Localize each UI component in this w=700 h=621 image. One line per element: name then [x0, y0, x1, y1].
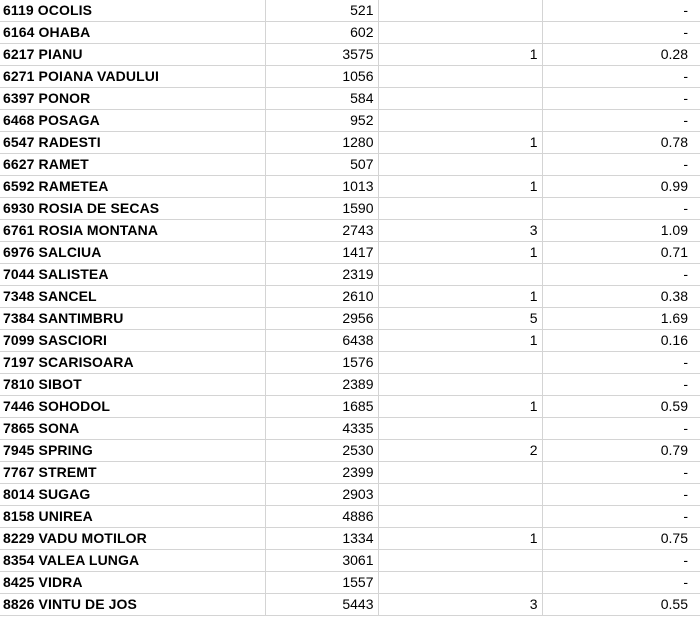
rate-cell[interactable]: -: [542, 374, 700, 396]
rate-cell[interactable]: 0.28: [542, 44, 700, 66]
population-cell[interactable]: 1280: [265, 132, 378, 154]
rate-cell[interactable]: -: [542, 198, 700, 220]
rate-cell[interactable]: 0.99: [542, 176, 700, 198]
table-row[interactable]: [0, 88, 700, 110]
locality-cell[interactable]: 6119 OCOLIS: [0, 0, 265, 22]
cases-cell[interactable]: 1: [378, 44, 542, 66]
rate-cell[interactable]: 1.09: [542, 220, 700, 242]
population-cell[interactable]: 1576: [265, 352, 378, 374]
population-cell[interactable]: 2743: [265, 220, 378, 242]
locality-cell[interactable]: 7099 SASCIORI: [0, 330, 265, 352]
table-row[interactable]: [0, 396, 700, 418]
table-row[interactable]: [0, 352, 700, 374]
population-cell[interactable]: 3061: [265, 550, 378, 572]
cases-cell[interactable]: [378, 22, 542, 44]
table-row[interactable]: [0, 594, 700, 616]
cases-cell[interactable]: [378, 352, 542, 374]
locality-cell[interactable]: 6627 RAMET: [0, 154, 265, 176]
population-cell[interactable]: 952: [265, 110, 378, 132]
rate-cell[interactable]: -: [542, 154, 700, 176]
table-row[interactable]: [0, 264, 700, 286]
cases-cell[interactable]: 1: [378, 286, 542, 308]
cases-cell[interactable]: 1: [378, 330, 542, 352]
rate-cell[interactable]: 0.16: [542, 330, 700, 352]
table-row[interactable]: [0, 242, 700, 264]
locality-cell[interactable]: 8425 VIDRA: [0, 572, 265, 594]
population-cell[interactable]: 1013: [265, 176, 378, 198]
locality-cell[interactable]: 6592 RAMETEA: [0, 176, 265, 198]
cases-cell[interactable]: [378, 264, 542, 286]
locality-cell[interactable]: 6271 POIANA VADULUI: [0, 66, 265, 88]
locality-cell[interactable]: 7348 SANCEL: [0, 286, 265, 308]
locality-cell[interactable]: 7810 SIBOT: [0, 374, 265, 396]
population-cell[interactable]: 5443: [265, 594, 378, 616]
locality-cell[interactable]: 7865 SONA: [0, 418, 265, 440]
locality-cell[interactable]: 8826 VINTU DE JOS: [0, 594, 265, 616]
locality-cell[interactable]: 6468 POSAGA: [0, 110, 265, 132]
rate-cell[interactable]: -: [542, 506, 700, 528]
cases-cell[interactable]: 5: [378, 308, 542, 330]
locality-cell[interactable]: 7197 SCARISOARA: [0, 352, 265, 374]
table-row[interactable]: [0, 550, 700, 572]
rate-cell[interactable]: -: [542, 110, 700, 132]
locality-cell[interactable]: 8354 VALEA LUNGA: [0, 550, 265, 572]
table-row[interactable]: [0, 374, 700, 396]
cases-cell[interactable]: [378, 462, 542, 484]
population-cell[interactable]: 4886: [265, 506, 378, 528]
locality-cell[interactable]: 8158 UNIREA: [0, 506, 265, 528]
rate-cell[interactable]: -: [542, 22, 700, 44]
cases-cell[interactable]: [378, 154, 542, 176]
population-cell[interactable]: 2389: [265, 374, 378, 396]
table-row[interactable]: [0, 110, 700, 132]
cases-cell[interactable]: 1: [378, 528, 542, 550]
locality-cell[interactable]: 6164 OHABA: [0, 22, 265, 44]
locality-cell[interactable]: 7767 STREMT: [0, 462, 265, 484]
table-row[interactable]: [0, 528, 700, 550]
cases-cell[interactable]: [378, 198, 542, 220]
rate-cell[interactable]: 0.75: [542, 528, 700, 550]
cases-cell[interactable]: [378, 0, 542, 22]
table-row[interactable]: [0, 308, 700, 330]
rate-cell[interactable]: 0.78: [542, 132, 700, 154]
locality-cell[interactable]: 7044 SALISTEA: [0, 264, 265, 286]
cases-cell[interactable]: 1: [378, 396, 542, 418]
cases-cell[interactable]: [378, 550, 542, 572]
population-cell[interactable]: 2530: [265, 440, 378, 462]
table-row[interactable]: [0, 484, 700, 506]
table-row[interactable]: [0, 286, 700, 308]
locality-cell[interactable]: 6217 PIANU: [0, 44, 265, 66]
cases-cell[interactable]: [378, 484, 542, 506]
population-cell[interactable]: 602: [265, 22, 378, 44]
population-cell[interactable]: 1590: [265, 198, 378, 220]
population-cell[interactable]: 6438: [265, 330, 378, 352]
population-cell[interactable]: 2903: [265, 484, 378, 506]
rate-cell[interactable]: -: [542, 462, 700, 484]
cases-cell[interactable]: 1: [378, 176, 542, 198]
table-row[interactable]: [0, 418, 700, 440]
rate-cell[interactable]: -: [542, 264, 700, 286]
cases-cell[interactable]: [378, 110, 542, 132]
population-cell[interactable]: 2956: [265, 308, 378, 330]
cases-cell[interactable]: [378, 374, 542, 396]
locality-cell[interactable]: 7384 SANTIMBRU: [0, 308, 265, 330]
locality-cell[interactable]: 8229 VADU MOTILOR: [0, 528, 265, 550]
population-cell[interactable]: 507: [265, 154, 378, 176]
locality-cell[interactable]: 6761 ROSIA MONTANA: [0, 220, 265, 242]
cases-cell[interactable]: [378, 572, 542, 594]
cases-cell[interactable]: 1: [378, 242, 542, 264]
population-cell[interactable]: 2399: [265, 462, 378, 484]
locality-cell[interactable]: 7446 SOHODOL: [0, 396, 265, 418]
population-cell[interactable]: 1334: [265, 528, 378, 550]
rate-cell[interactable]: 0.38: [542, 286, 700, 308]
population-cell[interactable]: 3575: [265, 44, 378, 66]
locality-cell[interactable]: 7945 SPRING: [0, 440, 265, 462]
table-row[interactable]: [0, 462, 700, 484]
population-cell[interactable]: 584: [265, 88, 378, 110]
table-row[interactable]: [0, 66, 700, 88]
rate-cell[interactable]: -: [542, 572, 700, 594]
cases-cell[interactable]: [378, 506, 542, 528]
rate-cell[interactable]: -: [542, 418, 700, 440]
cases-cell[interactable]: [378, 66, 542, 88]
rate-cell[interactable]: 0.71: [542, 242, 700, 264]
cases-cell[interactable]: 3: [378, 594, 542, 616]
cases-cell[interactable]: 2: [378, 440, 542, 462]
population-cell[interactable]: 1685: [265, 396, 378, 418]
cases-cell[interactable]: [378, 418, 542, 440]
rate-cell[interactable]: -: [542, 66, 700, 88]
locality-cell[interactable]: 6547 RADESTI: [0, 132, 265, 154]
table-row[interactable]: [0, 198, 700, 220]
rate-cell[interactable]: 0.55: [542, 594, 700, 616]
population-cell[interactable]: 4335: [265, 418, 378, 440]
table-row[interactable]: [0, 506, 700, 528]
table-row[interactable]: [0, 176, 700, 198]
cases-cell[interactable]: [378, 88, 542, 110]
table-row[interactable]: [0, 220, 700, 242]
table-row[interactable]: [0, 572, 700, 594]
table-row[interactable]: [0, 44, 700, 66]
rate-cell[interactable]: -: [542, 484, 700, 506]
table-row[interactable]: [0, 132, 700, 154]
cases-cell[interactable]: 1: [378, 132, 542, 154]
locality-cell[interactable]: 6976 SALCIUA: [0, 242, 265, 264]
table-row[interactable]: [0, 22, 700, 44]
table-row[interactable]: [0, 330, 700, 352]
population-cell[interactable]: 1417: [265, 242, 378, 264]
rate-cell[interactable]: -: [542, 550, 700, 572]
rate-cell[interactable]: -: [542, 352, 700, 374]
population-cell[interactable]: 2610: [265, 286, 378, 308]
rate-cell[interactable]: -: [542, 88, 700, 110]
rate-cell[interactable]: -: [542, 0, 700, 22]
table-row[interactable]: [0, 154, 700, 176]
population-cell[interactable]: 1056: [265, 66, 378, 88]
rate-cell[interactable]: 1.69: [542, 308, 700, 330]
locality-cell[interactable]: 8014 SUGAG: [0, 484, 265, 506]
locality-cell[interactable]: 6930 ROSIA DE SECAS: [0, 198, 265, 220]
rate-cell[interactable]: 0.59: [542, 396, 700, 418]
rate-cell[interactable]: 0.79: [542, 440, 700, 462]
table-row[interactable]: [0, 0, 700, 22]
population-cell[interactable]: 2319: [265, 264, 378, 286]
population-cell[interactable]: 521: [265, 0, 378, 22]
population-cell[interactable]: 1557: [265, 572, 378, 594]
locality-cell[interactable]: 6397 PONOR: [0, 88, 265, 110]
table-row[interactable]: [0, 440, 700, 462]
cases-cell[interactable]: 3: [378, 220, 542, 242]
